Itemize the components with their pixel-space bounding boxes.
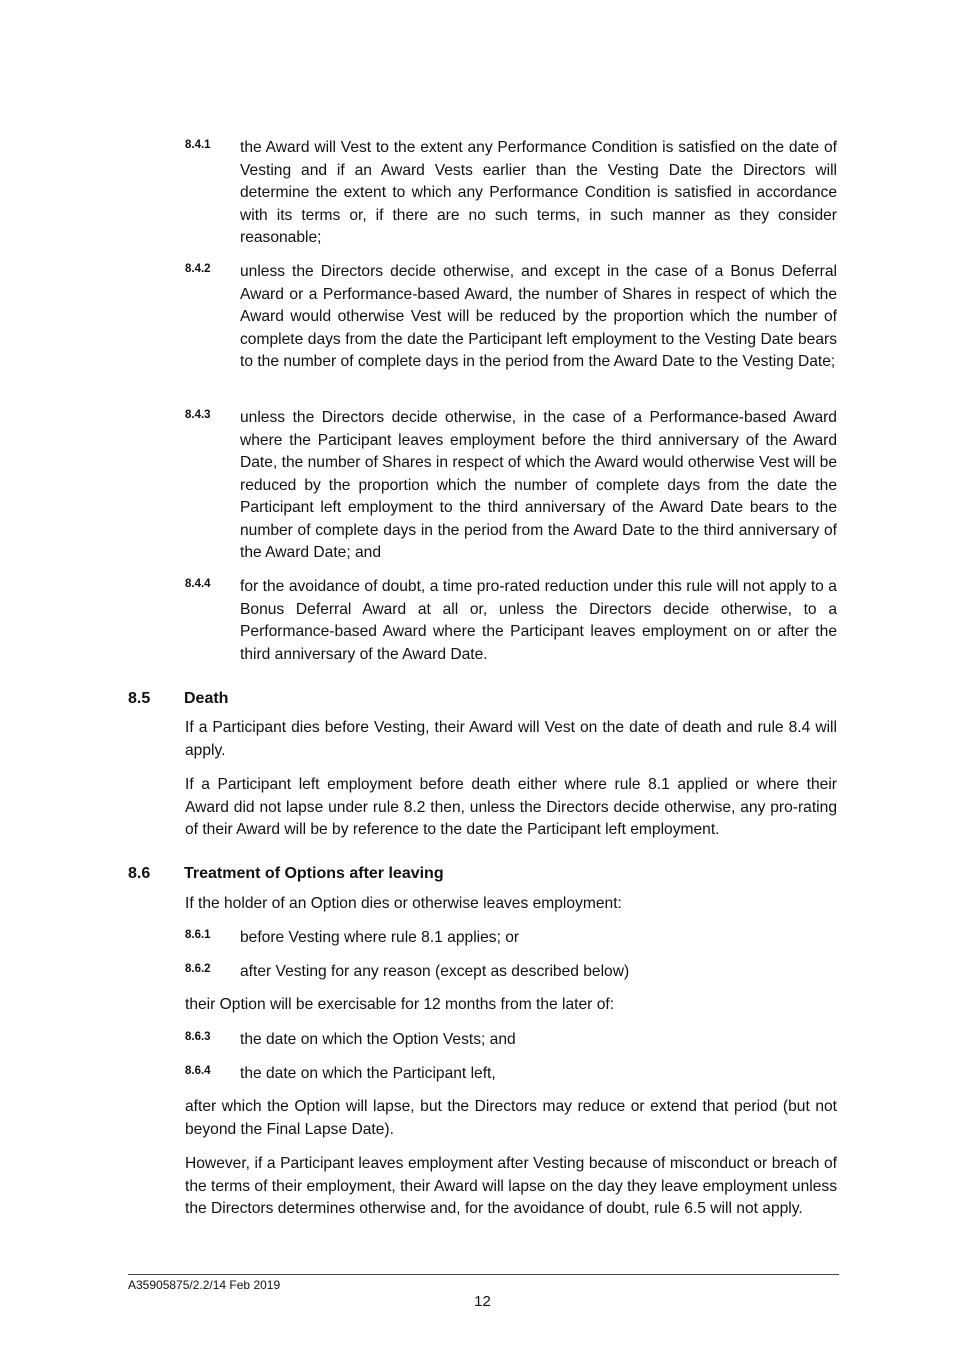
options-however: However, if a Participant leaves employment after Vesting because of misconduct or breach of the terms of their employment, their Award will lapse on the day they leave employment unless the Directors determines otherwise and, for the avoidance of doubt, rule 6.5 will not apply. bbox=[185, 1155, 837, 1217]
clause-8-6-3 bbox=[185, 1029, 837, 1052]
section-title: Treatment of Options after leaving bbox=[184, 865, 444, 882]
section-heading-8-6 bbox=[128, 865, 444, 883]
clause-text: before Vesting where rule 8.1 applies; or bbox=[240, 929, 520, 946]
clause-8-6-4 bbox=[185, 1063, 837, 1086]
clause-8-4-2 bbox=[185, 261, 837, 374]
clause-number: 8.6.2 bbox=[185, 963, 211, 975]
clause-text: for the avoidance of doubt, a time pro-rated reduction under this rule will not apply to a Bonus Deferral Award at all or, unless the Directors decide otherwise, to a Performance-based Award where the Participant leaves employment on or after the third anniversary of the Award Date. bbox=[240, 578, 837, 663]
clause-number: 8.6.1 bbox=[185, 929, 211, 941]
clause-number: 8.6.4 bbox=[185, 1065, 211, 1077]
clause-number: 8.4.2 bbox=[185, 263, 211, 275]
section-title: Death bbox=[184, 690, 229, 707]
clause-number: 8.4.1 bbox=[185, 139, 211, 151]
clause-8-4-4 bbox=[185, 576, 837, 666]
death-paragraph-2: If a Participant left employment before death either where rule 8.1 applied or where their Award did not lapse under rule 8.2 then, unless the Directors decide otherwise, any pro-rating of their Award will be by reference to the date the Participant left employment. bbox=[185, 776, 837, 838]
clause-text: unless the Directors decide otherwise, in the case of a Performance-based Award where the Participant leaves employment before the third anniversary of the Award Date, the number of Shares in respect of which the Award would otherwise Vest will be reduced by the proportion which the number of complete days from the date the Participant left employment to the third anniversary of the Award Date bears to the number of complete days in the period from the Award Date to the third anniversary of the Award Date; and bbox=[240, 409, 837, 561]
page-number: 12 bbox=[474, 1293, 491, 1310]
clause-text: the date on which the Option Vests; and bbox=[240, 1031, 516, 1048]
clause-8-4-1 bbox=[185, 137, 837, 250]
section-number: 8.5 bbox=[128, 690, 151, 707]
death-paragraph-1: If a Participant dies before Vesting, their Award will Vest on the date of death and rule 8.4 will apply. bbox=[185, 719, 837, 759]
clause-text: unless the Directors decide otherwise, and except in the case of a Bonus Deferral Award or a Performance-based Award, the number of Shares in respect of which the Award would otherwise Vest will be reduced by the proportion which the number of complete days from the date the Participant left employment to the Vesting Date bears to the number of complete days in the period from the Award Date to the Vesting Date; bbox=[240, 263, 837, 370]
options-intro: If the holder of an Option dies or otherwise leaves employment: bbox=[185, 895, 622, 912]
clause-8-6-2 bbox=[185, 961, 837, 984]
clause-8-6-1 bbox=[185, 927, 837, 950]
clause-text: the Award will Vest to the extent any Performance Condition is satisfied on the date of Vesting and if an Award Vests earlier than the Vesting Date the Directors will determine the extent to which any Performance Condition is satisfied in accordance with its terms or, if there are no such terms, in such manner as they consider reasonable; bbox=[240, 139, 837, 246]
clause-number: 8.4.3 bbox=[185, 409, 211, 421]
clause-8-4-3 bbox=[185, 407, 837, 565]
clause-text: the date on which the Participant left, bbox=[240, 1065, 496, 1082]
options-middle: their Option will be exercisable for 12 months from the later of: bbox=[185, 996, 615, 1013]
section-number: 8.6 bbox=[128, 865, 151, 882]
footer-divider bbox=[128, 1274, 839, 1275]
clause-text: after Vesting for any reason (except as described below) bbox=[240, 963, 630, 980]
section-heading-8-5 bbox=[128, 690, 228, 708]
clause-number: 8.4.4 bbox=[185, 578, 211, 590]
clause-number: 8.6.3 bbox=[185, 1031, 211, 1043]
options-after: after which the Option will lapse, but the Directors may reduce or extend that period (but not beyond the Final Lapse Date). bbox=[185, 1098, 837, 1138]
document-reference: A35905875/2.2/14 Feb 2019 bbox=[128, 1278, 281, 1292]
